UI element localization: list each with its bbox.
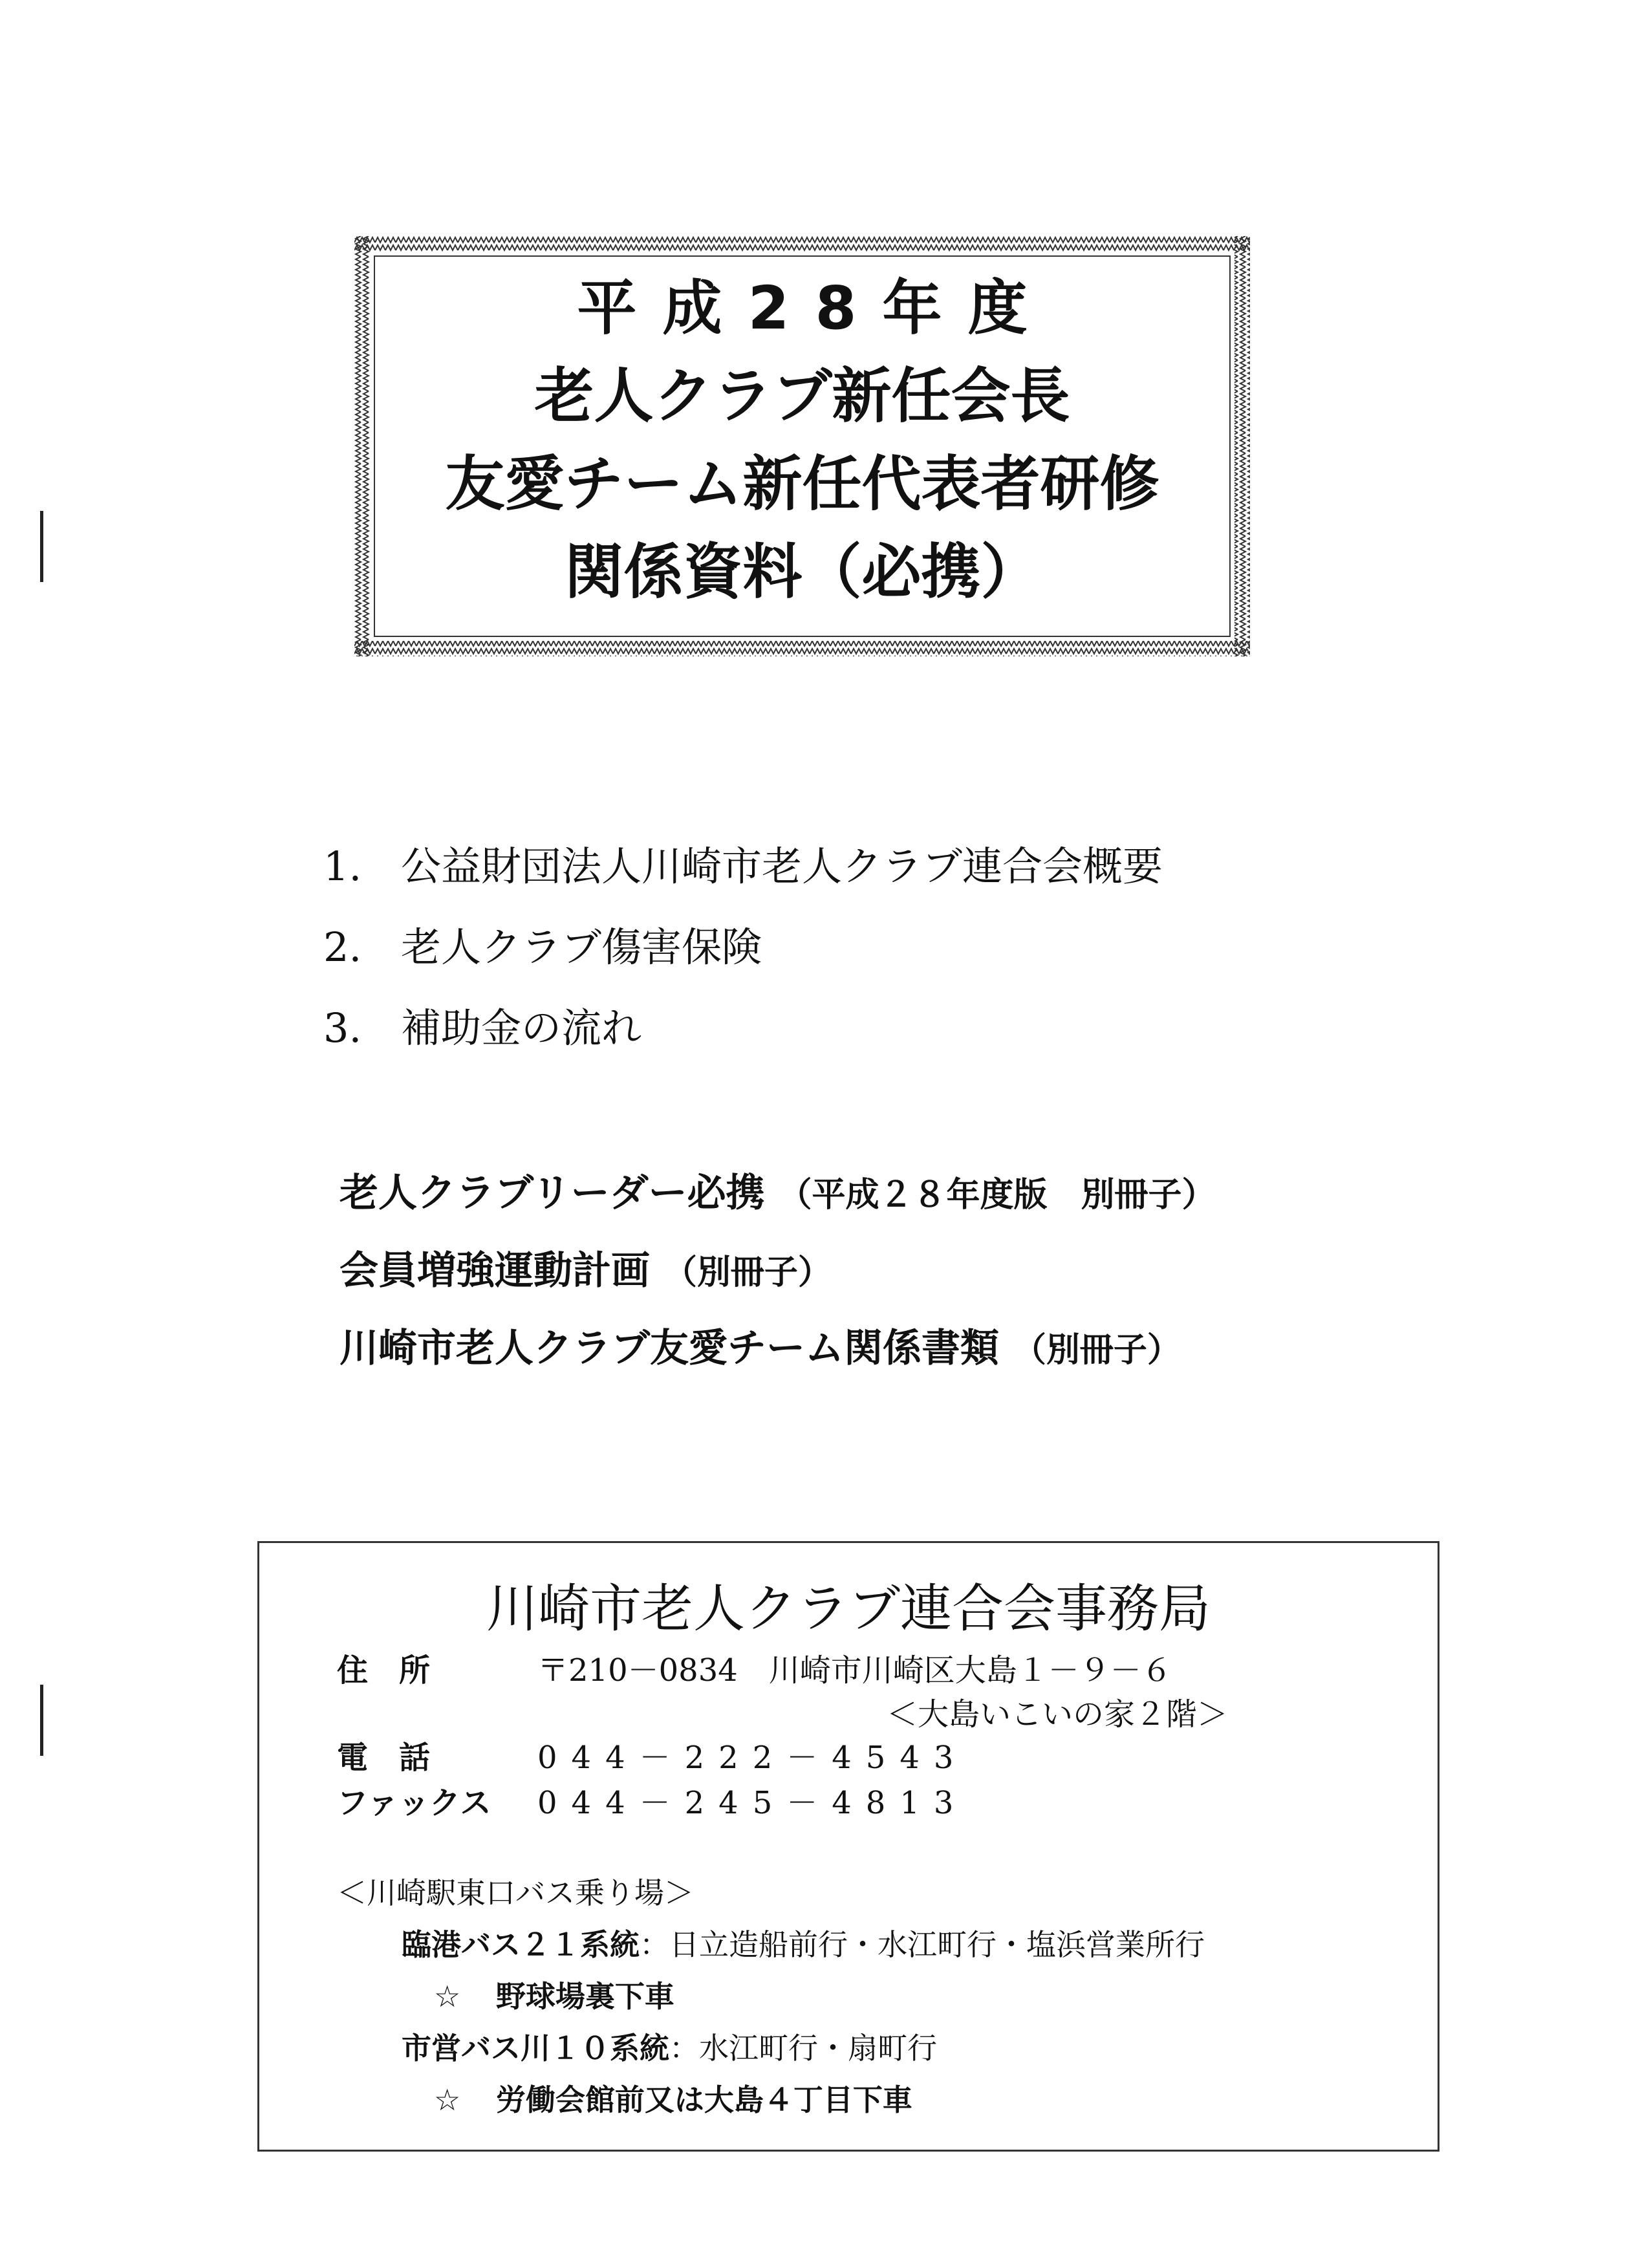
title-fiscal-year: 平成28年度 [577,274,1053,343]
star-icon: ☆ [434,2082,461,2117]
booklet-note: （別冊子） [663,1253,832,1292]
fax-label: ファックス [337,1785,491,1821]
bus-heading: ＜川崎駅東口バス乗り場＞ [337,1875,694,1910]
address-building: ＜大島いこいの家２階＞ [887,1696,1229,1733]
booklet-note: （平成２８年度版 別冊子） [778,1176,1216,1215]
bus-stop-name: 労働会館前又は大島４丁目下車 [495,2082,912,2117]
title-line-2: 老人クラブ新任会長 [534,362,1070,431]
bus-route-name: 臨港バス２１系統 [402,1927,640,1962]
scan-mark-top [40,511,43,582]
bus-route-line [402,2028,937,2068]
list-item [323,1002,641,1054]
booklet-item [339,1323,1181,1376]
title-line-3: 友愛チーム新任代表者研修 [445,449,1159,519]
booklet-name: 老人クラブリーダー必携 [339,1171,765,1216]
booklet-item [339,1245,832,1299]
title-box [354,236,1250,656]
address-value: 〒210－0834 川崎市川崎区大島１－９－６ [537,1652,1172,1689]
phone-label: 電 話 [337,1740,431,1776]
list-item-number: 3. [323,1004,362,1052]
bus-stop-line [434,2080,912,2120]
list-item-number: 1. [323,843,362,890]
bus-stop-name: 野球場裏下車 [495,1979,674,2014]
scan-mark-bottom [40,1685,43,1756]
office-title: 川崎市老人クラブ連合会事務局 [486,1579,1211,1639]
star-icon: ☆ [434,1979,461,2014]
booklet-name: 会員増強運動計画 [339,1248,650,1293]
office-info-box [257,1541,1439,2152]
bus-route-line [402,1925,1205,1965]
booklet-item [339,1167,1216,1221]
list-item-text: 老人クラブ傷害保険 [401,923,762,971]
bus-route-name: 市営バス川１０系統 [402,2031,669,2066]
bus-stop-line [434,1976,674,2016]
list-item-text: 公益財団法人川崎市老人クラブ連合会概要 [401,843,1163,890]
bus-route-destinations: ：水江町行・扇町行 [669,2031,937,2066]
title-line-4: 関係資料（必携） [564,537,1040,607]
list-item [323,922,762,973]
list-item [323,841,1163,892]
phone-value: 044－222－4543 [537,1740,968,1776]
booklet-note: （別冊子） [1012,1331,1181,1370]
bus-route-destinations: ：日立造船前行・水江町行・塩浜営業所行 [640,1927,1205,1962]
booklet-name: 川崎市老人クラブ友愛チーム関係書類 [339,1326,999,1371]
address-label: 住 所 [337,1652,431,1689]
list-item-text: 補助金の流れ [401,1004,642,1052]
fax-value: 044－245－4813 [537,1785,968,1821]
list-item-number: 2. [323,923,362,971]
